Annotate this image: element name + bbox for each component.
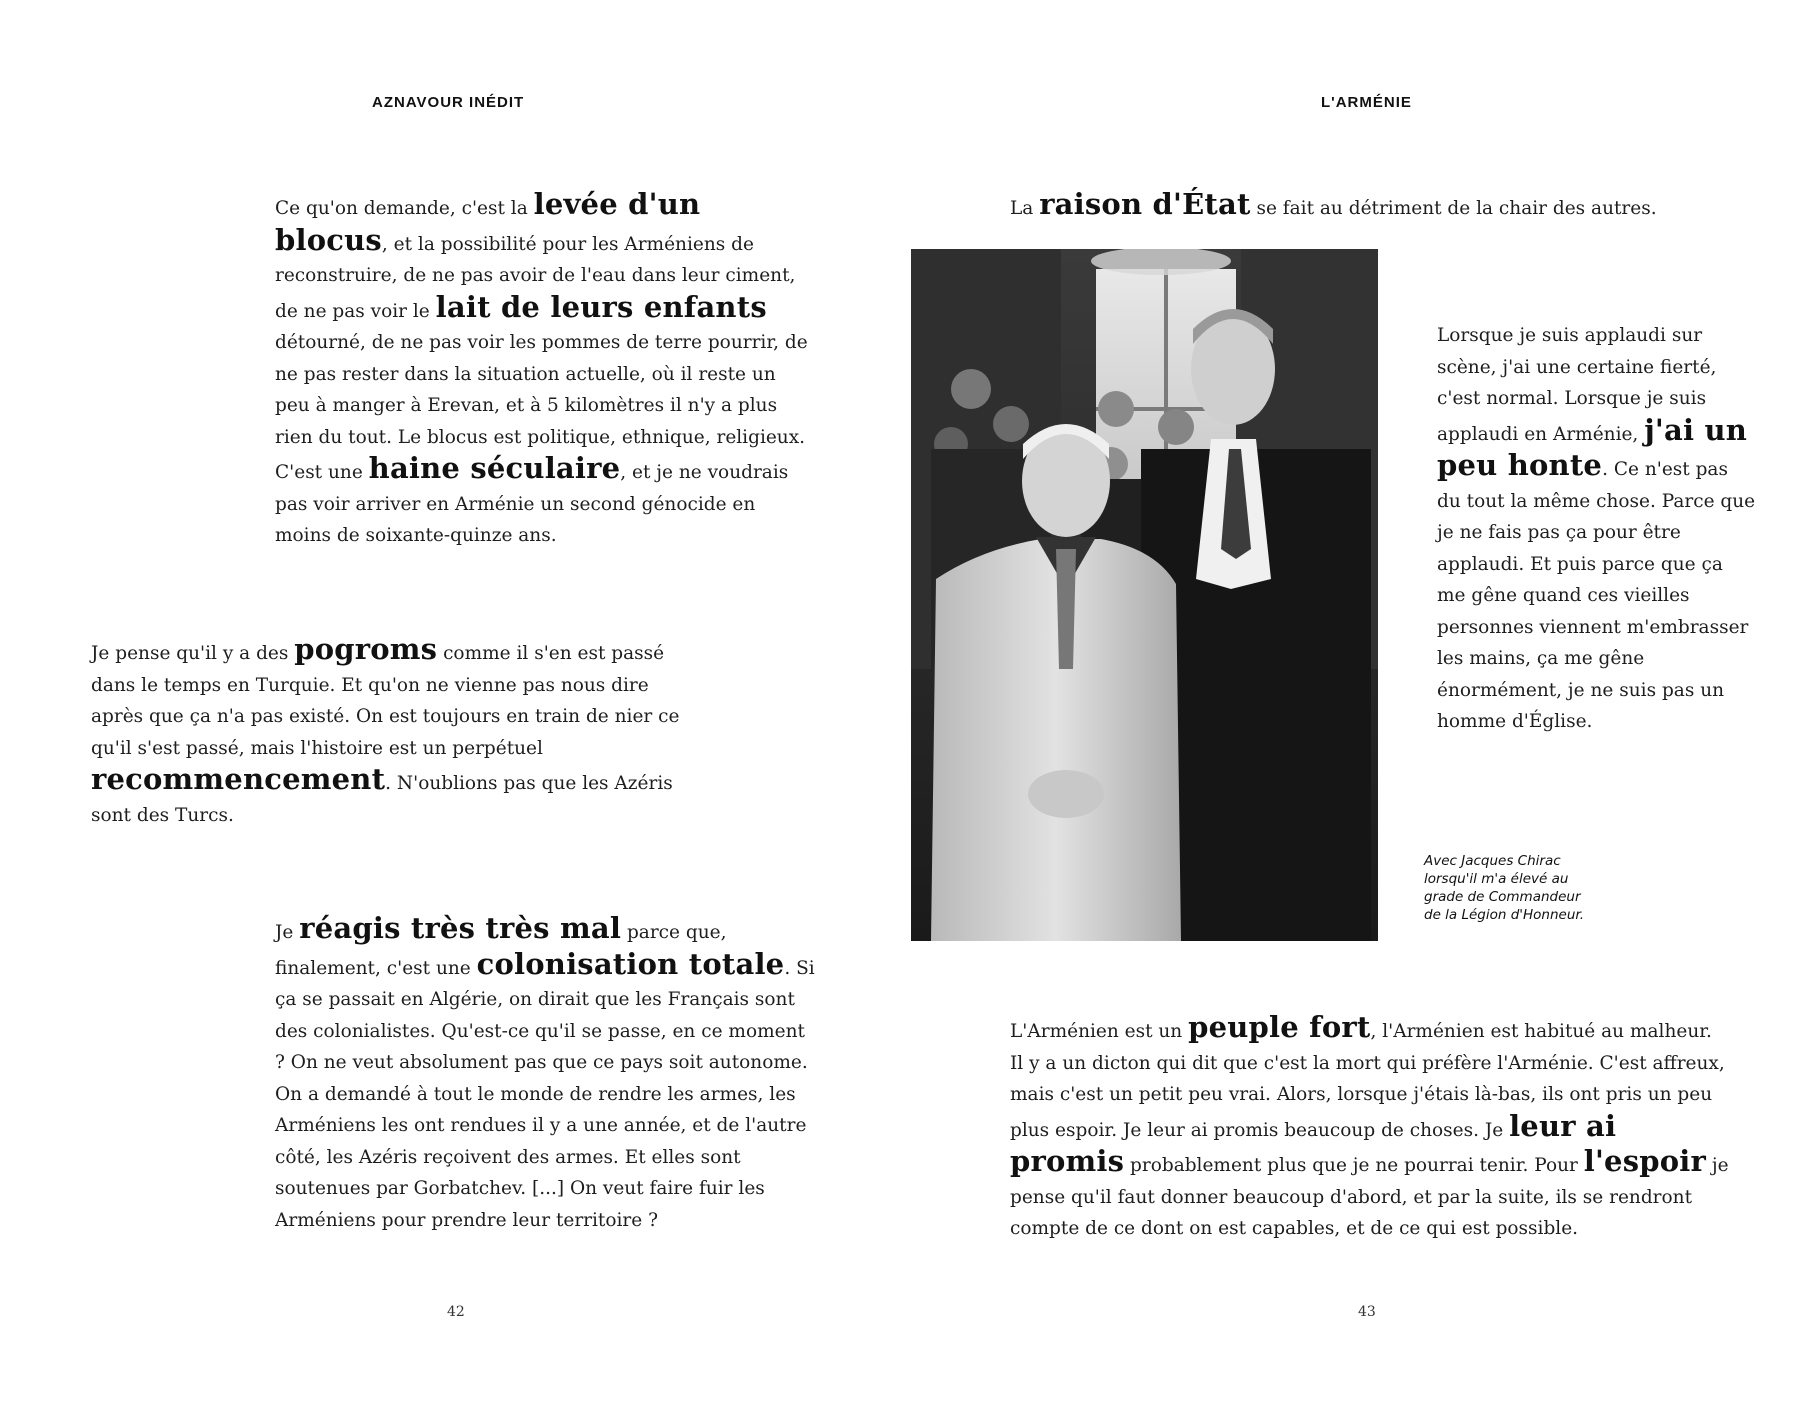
page-number-left: 42 <box>447 1304 465 1320</box>
highlight-phrase: colonisation totale <box>476 946 785 981</box>
highlight-phrase: recommencement <box>91 762 386 796</box>
text: Lorsque je suis applaudi sur scène, j'ai une certaine fierté, c'est normal. Lorsque je suis applaudi en Arménie, <box>1437 325 1717 445</box>
text: Ce qu'on demande, c'est la <box>275 198 534 219</box>
highlight-phrase: levée d'un blocus <box>275 187 701 257</box>
highlight-phrase: j'ai un peu honte <box>1437 412 1748 482</box>
paragraph-raison-detat <box>1010 189 1730 225</box>
text: se fait au détriment de la chair des autres. <box>1250 198 1657 219</box>
paragraph-peuple-fort <box>1010 1012 1730 1245</box>
highlight-phrase: leur ai promis <box>1010 1108 1617 1178</box>
page-number-right: 43 <box>1358 1304 1376 1320</box>
text: . Si ça se passait en Algérie, on dirait que les Français sont des colonialistes. Qu'est-ce qu'il se passe, en ce moment ? On ne veut absolument pas que ce pays soit autonome. On a demandé à tout le monde de rendre les armes, les Arméniens les ont rendues il y a une année, et de l'autre côté, les Azéris reçoivent des armes. Et elles sont soutenues par Gorbatchev. [...] On veut faire fuir les Arméniens pour prendre leur territoire ? <box>275 957 815 1231</box>
text: , et je ne voudrais pas voir arriver en Arménie un second génocide en moins de soixante-quinze ans. <box>275 462 789 546</box>
text: . Ce n'est pas du tout la même chose. Parce que je ne fais pas ça pour être applaudi. Et puis parce que ça me gêne quand ces vieilles personnes viennent m'embrasser les mains, ça me gêne énormément, je ne suis pas un homme d'Église. <box>1437 459 1756 732</box>
highlight-phrase: raison d'État <box>1039 187 1251 221</box>
highlight-phrase: réagis très très mal <box>299 911 622 945</box>
photo-aznavour-chirac <box>911 249 1378 941</box>
text: Je <box>275 922 300 943</box>
paragraph-blocus <box>275 189 815 552</box>
text: comme il s'en est passé dans le temps en Turquie. Et qu'on ne vienne pas nous dire après que ça n'a pas existé. On est toujours en train de nier ce qu'il s'est passé, mais l'histoire est un perpétuel <box>91 643 680 759</box>
text: parce que, finalement, c'est une <box>275 922 727 979</box>
text: , l'Arménien est habitué au malheur. Il y a un dicton qui dit que c'est la mort qui préfère l'Arménie. C'est affreux, mais c'est un petit peu vrai. Alors, lorsque j'étais là-bas, ils ont pris un peu plus espoir. Je leur ai promis beaucoup de choses. Je <box>1010 1021 1725 1141</box>
photo-image <box>911 249 1378 941</box>
paragraph-colonisation <box>275 913 815 1236</box>
text: Je pense qu'il y a des <box>91 643 295 664</box>
paragraph-applaudi <box>1437 320 1757 738</box>
text: probablement plus que je ne pourrai tenir. Pour <box>1124 1155 1584 1176</box>
highlight-phrase: lait de leurs enfants <box>435 289 767 324</box>
text: La <box>1010 198 1040 219</box>
text: détourné, de ne pas voir les pommes de terre pourrir, de ne pas rester dans la situation actuelle, où il reste un peu à manger à Erevan, et à 5 kilomètres il n'y a plus rien du tout. Le blocus est politique, ethnique, religieux. C'est une <box>275 332 808 483</box>
text: je pense qu'il faut donner beaucoup d'abord, et par la suite, ils se rendront compte de ce dont on est capables, et de ce qui est possible. <box>1010 1155 1729 1239</box>
highlight-phrase: haine séculaire <box>368 451 621 485</box>
highlight-phrase: peuple fort <box>1188 1010 1371 1044</box>
running-head-right: L'ARMÉNIE <box>1321 94 1412 111</box>
photo-caption: Avec Jacques Chirac lorsqu'il m'a élevé au grade de Commandeur de la Légion d'Honneur. <box>1424 853 1585 923</box>
running-head-left: AZNAVOUR INÉDIT <box>372 94 525 111</box>
text: , et la possibilité pour les Arméniens de reconstruire, de ne pas avoir de l'eau dans leur ciment, de ne pas voir le <box>275 233 796 322</box>
text: . N'oublions pas que les Azéris sont des Turcs. <box>91 773 673 826</box>
paragraph-pogroms <box>91 634 681 831</box>
text: L'Arménien est un <box>1010 1021 1189 1042</box>
highlight-phrase: l'espoir <box>1583 1144 1706 1178</box>
highlight-phrase: pogroms <box>294 632 438 666</box>
